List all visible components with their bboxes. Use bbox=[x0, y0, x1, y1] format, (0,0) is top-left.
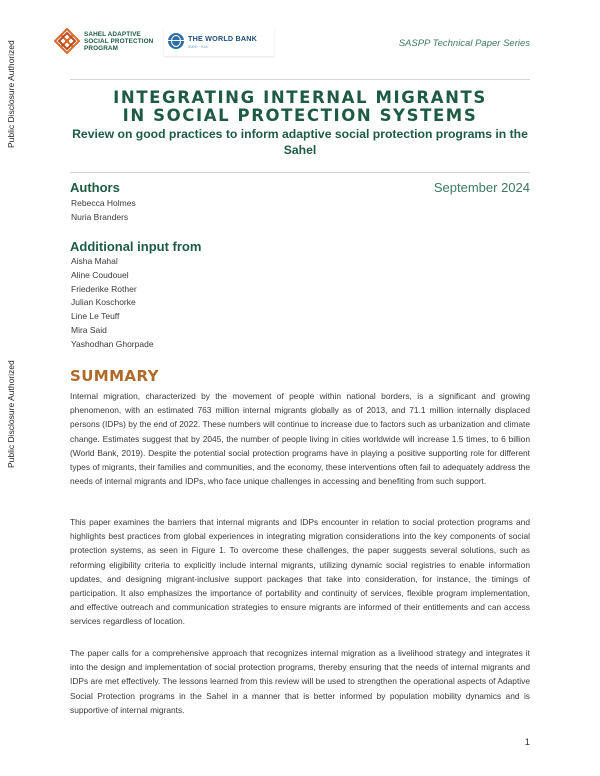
world-bank-name: THE WORLD BANK bbox=[188, 33, 258, 43]
globe-icon bbox=[168, 33, 184, 49]
divider bbox=[70, 79, 530, 80]
summary-paragraph-2: This paper examines the barriers that internal migrants and IDPs encounter in relation to social protection programs and highlights best practices from global experiences in integrating migration considerations into the key components of social protection systems, as seen in Figure 1. To overcome these challenges, the paper suggests several solutions, such as reforming eligibility criteria to explicitly include internal migrants, utilizing dynamic social registries to enable information updates, and designing migrant-inclusive support packages that take into consideration, for instance, the timings of participation. It also emphasizes the importance of portability and continuity of services, flexible program implementation, and effective outreach and communication strategies to ensure migrants are informed of their entitlements and can access services regardless of location. bbox=[70, 517, 530, 627]
contributor-name: Julian Koschorke bbox=[71, 297, 136, 308]
contributor-name: Mira Said bbox=[71, 324, 107, 335]
additional-input-heading: Additional input from bbox=[70, 239, 202, 254]
saspp-logo-line2: SOCIAL PROTECTION bbox=[84, 37, 154, 45]
page-header bbox=[52, 24, 530, 64]
knot-logo-icon bbox=[54, 28, 80, 54]
page-number: 1 bbox=[524, 737, 530, 748]
contributor-name: Yashodhan Ghorpade bbox=[71, 338, 154, 349]
disclosure-stamp-text: Public Disclosure Authorized bbox=[6, 360, 16, 468]
world-bank-sub: IBRD · IDA bbox=[188, 43, 208, 49]
divider bbox=[70, 172, 530, 173]
summary-heading: SUMMARY bbox=[70, 367, 159, 385]
world-bank-logo bbox=[164, 26, 274, 56]
publication-date: September 2024 bbox=[433, 180, 530, 195]
series-label: SASPP Technical Paper Series bbox=[398, 38, 530, 49]
authors-heading: Authors bbox=[70, 180, 120, 195]
contributor-name: Line Le Teuff bbox=[71, 311, 120, 322]
saspp-logo bbox=[54, 28, 153, 54]
author-name: Rebecca Holmes bbox=[71, 198, 136, 208]
saspp-logo-line1: SAHEL ADAPTIVE bbox=[84, 30, 141, 38]
title-line-1: INTEGRATING INTERNAL MIGRANTS bbox=[113, 88, 487, 107]
contributor-name: Aisha Mahal bbox=[71, 256, 118, 266]
saspp-logo-line3: PROGRAM bbox=[84, 44, 119, 52]
summary-paragraph-1: Internal migration, characterized by the movement of people within national borders, is a significant and growing phenomenon, with an estimated 763 million internal migrants globally as of 2013, and 71.1 million internally displaced persons (IDPs) by the end of 2022. These numbers will continue to increase due to factors such as urbanization and climate change. Estimates suggest that by 2045, the number of people living in cities worldwide will increase 1.5 times, to 6 billion (World Bank, 2019). Despite the potential social protection programs have in playing a positive supporting role for different types of migrants, their families and communities, and the economy, these interventions often fail to adequately address the needs of internal migrants and IDPs, who face unique challenges in accessing and benefiting from such support. bbox=[70, 391, 530, 487]
contributors-list bbox=[71, 255, 154, 352]
author-name: Nuria Branders bbox=[71, 211, 129, 222]
contributor-name: Friederike Rother bbox=[71, 283, 137, 294]
document-title bbox=[60, 89, 540, 158]
contributor-name: Aline Coudouel bbox=[71, 269, 129, 280]
summary-paragraph-3: The paper calls for a comprehensive approach that recognizes internal migration as a livelihood strategy and integrates it into the design and implementation of social protection programs, thereby ensuring that the needs of internal migrants and IDPs are met effectively. The lessons learned from this review will be used to strengthen the operational aspects of Adaptive Social Protection programs in the Sahel in a manner that is better informed by population mobility dynamics and is supportive of internal migrants. bbox=[70, 648, 530, 715]
authors-list bbox=[71, 197, 136, 225]
title-line-2: IN SOCIAL PROTECTION SYSTEMS bbox=[122, 106, 478, 125]
disclosure-stamp-text: Public Disclosure Authorized bbox=[6, 40, 16, 148]
document-subtitle: Review on good practices to inform adaptive social protection programs in the Sahel bbox=[72, 127, 528, 157]
